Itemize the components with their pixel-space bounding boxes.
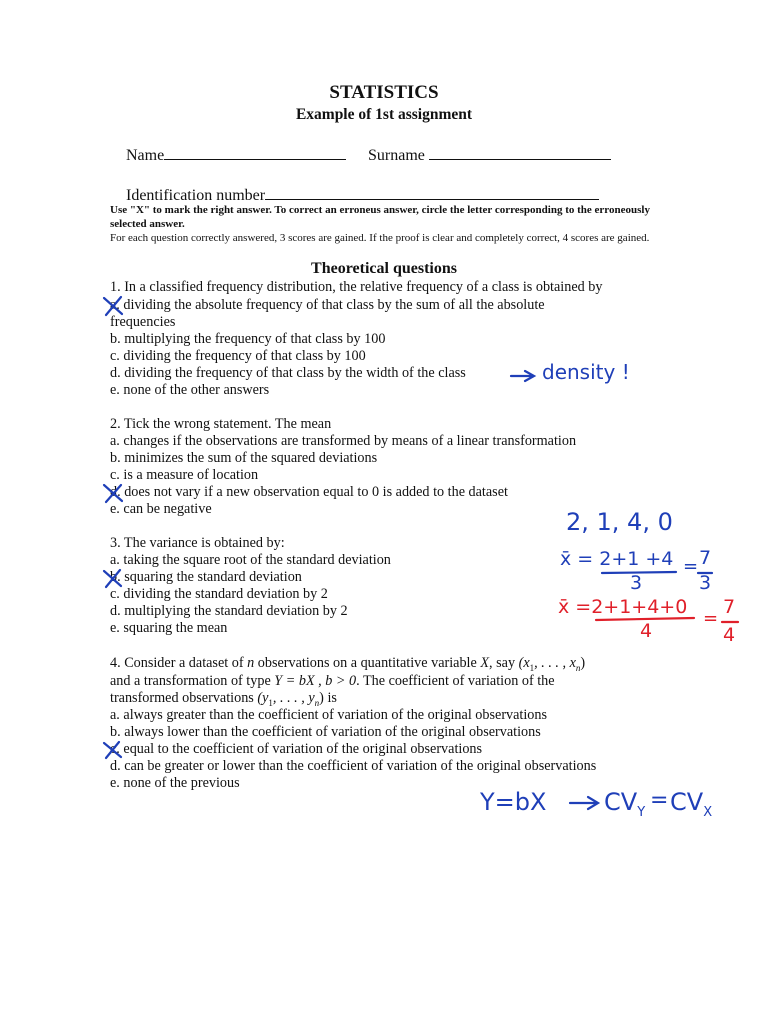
q4-math-y-close: ) xyxy=(319,690,324,706)
q1-option-b[interactable]: b. multiplying the frequency of that class by 100 xyxy=(110,331,386,347)
surname-label: Surname xyxy=(368,147,425,164)
q4-option-a[interactable]: a. always greater than the coefficient of variation of the original observations xyxy=(110,707,548,723)
arrow-cv xyxy=(570,797,598,809)
note-mean2-equals: = xyxy=(703,608,719,629)
note-cv-y-sub: Y xyxy=(637,804,646,820)
q4-math-sub-1: 1 xyxy=(529,662,535,673)
q4-math-transform: Y = bX , b > 0 xyxy=(274,673,357,689)
q2-option-a[interactable]: a. changes if the observations are transformed by means of a linear transformation xyxy=(110,433,577,449)
note-mean2-denominator: 4 xyxy=(640,620,653,642)
q1-option-c[interactable]: c. dividing the frequency of that class by 100 xyxy=(110,348,366,364)
note-density: density ! xyxy=(542,360,630,384)
note-mean1-numerator: x̄ = 2+1 +4 xyxy=(560,548,674,570)
note-mean1-equals: = xyxy=(683,556,699,577)
q4-stem3-text-1: transformed observations xyxy=(110,690,258,706)
q4-stem-text-3: , say xyxy=(489,655,519,671)
id-field[interactable] xyxy=(265,184,599,200)
page-subtitle: Example of 1st assignment xyxy=(295,106,473,123)
instructions-bold: Use "X" to mark the right answer. To correct an erroneus answer, circle the letter corresponding to the erroneously selected answer. xyxy=(110,204,650,230)
q1-option-a-cont: frequencies xyxy=(110,314,176,330)
arrow-density xyxy=(511,371,534,381)
q4-stem-line2 xyxy=(110,673,555,690)
q3-option-b[interactable]: b. squaring the standard deviation xyxy=(110,569,302,585)
q4-stem2-text-1: and a transformation of type xyxy=(110,673,275,689)
instructions xyxy=(110,203,662,245)
q4-math-y-mid: , . . . , y xyxy=(272,690,315,706)
q1-option-a[interactable]: a. dividing the absolute frequency of that class by the sum of all the absolute xyxy=(110,297,545,313)
q3-stem: 3. The variance is obtained by: xyxy=(110,535,285,551)
q1-option-e[interactable]: e. none of the other answers xyxy=(110,382,270,398)
section-title: Theoretical questions xyxy=(311,260,457,277)
q4-stem3-text-2: is xyxy=(323,690,337,706)
note-cv-y-label: CV xyxy=(604,788,638,816)
q4-option-c[interactable]: c. equal to the coefficient of variation of the original observations xyxy=(110,741,483,757)
note-dataset: 2, 1, 4, 0 xyxy=(566,508,673,536)
q4-math-X: X xyxy=(480,655,490,671)
q1-stem: 1. In a classified frequency distribution, the relative frequency of a class is obtained by xyxy=(110,279,603,295)
q2-option-c[interactable]: c. is a measure of location xyxy=(110,467,259,483)
q1-option-d[interactable]: d. dividing the frequency of that class by the width of the class xyxy=(110,365,466,381)
q2-stem: 2. Tick the wrong statement. The mean xyxy=(110,416,332,432)
q3-option-a[interactable]: a. taking the square root of the standard deviation xyxy=(110,552,391,568)
q4-stem-text-2: observations on a quantitative variable xyxy=(254,655,481,671)
scoring-text: For each question correctly answered, 3 scores are gained. If the proof is clear and completely correct, 4 scores are gained. xyxy=(110,232,650,244)
q3-option-d[interactable]: d. multiplying the standard deviation by 2 xyxy=(110,603,348,619)
note-mean1-denominator: 3 xyxy=(630,572,643,594)
q4-math-x-open: (x xyxy=(518,655,530,671)
q2-option-d[interactable]: d. does not vary if a new observation equal to 0 is added to the dataset xyxy=(110,484,508,500)
q4-option-d[interactable]: d. can be greater or lower than the coefficient of variation of the original observations xyxy=(110,758,597,774)
q3-option-c[interactable]: c. dividing the standard deviation by 2 xyxy=(110,586,328,602)
q3-option-e[interactable]: e. squaring the mean xyxy=(110,620,228,636)
q4-stem-text-1: 4. Consider a dataset of xyxy=(110,655,248,671)
q4-math-n: n xyxy=(247,655,255,671)
page-title: STATISTICS xyxy=(329,82,439,103)
surname-field[interactable] xyxy=(429,144,611,160)
q4-math-x-close: ) xyxy=(580,655,586,671)
note-mean2-result-num: 7 xyxy=(723,596,736,618)
q2-option-b[interactable]: b. minimizes the sum of the squared deviations xyxy=(110,450,378,466)
q4-math-ysub-1: 1 xyxy=(268,697,273,708)
note-y-equals-bx: Y=bX xyxy=(480,788,547,816)
note-cv-x xyxy=(670,788,712,820)
q4-math-y-open: (y xyxy=(257,690,269,706)
note-cv-y xyxy=(604,788,645,820)
note-cv-x-sub: X xyxy=(703,804,713,820)
note-cv-x-label: CV xyxy=(670,788,704,816)
q4-stem2-text-2: . The coefficient of variation of the xyxy=(356,673,555,689)
q4-math-sub-n: n xyxy=(575,662,581,673)
q4-math-ysub-n: n xyxy=(314,697,320,708)
note-cv-equals: = xyxy=(650,788,669,813)
name-field[interactable] xyxy=(164,144,346,160)
q2-option-e[interactable]: e. can be negative xyxy=(110,501,212,517)
id-label: Identification number xyxy=(126,187,266,204)
note-mean1-result-den: 3 xyxy=(699,572,712,594)
note-mean2-result-den: 4 xyxy=(723,624,736,646)
q4-option-e[interactable]: e. none of the previous xyxy=(110,775,240,791)
note-mean1-result-num: 7 xyxy=(699,547,712,569)
name-label: Name xyxy=(126,147,165,164)
note-mean2-numerator: x̄ =2+1+4+0 xyxy=(558,596,688,618)
q4-option-b[interactable]: b. always lower than the coefficient of variation of the original observations xyxy=(110,724,541,740)
q4-math-x-mid: , . . . , x xyxy=(534,655,576,671)
